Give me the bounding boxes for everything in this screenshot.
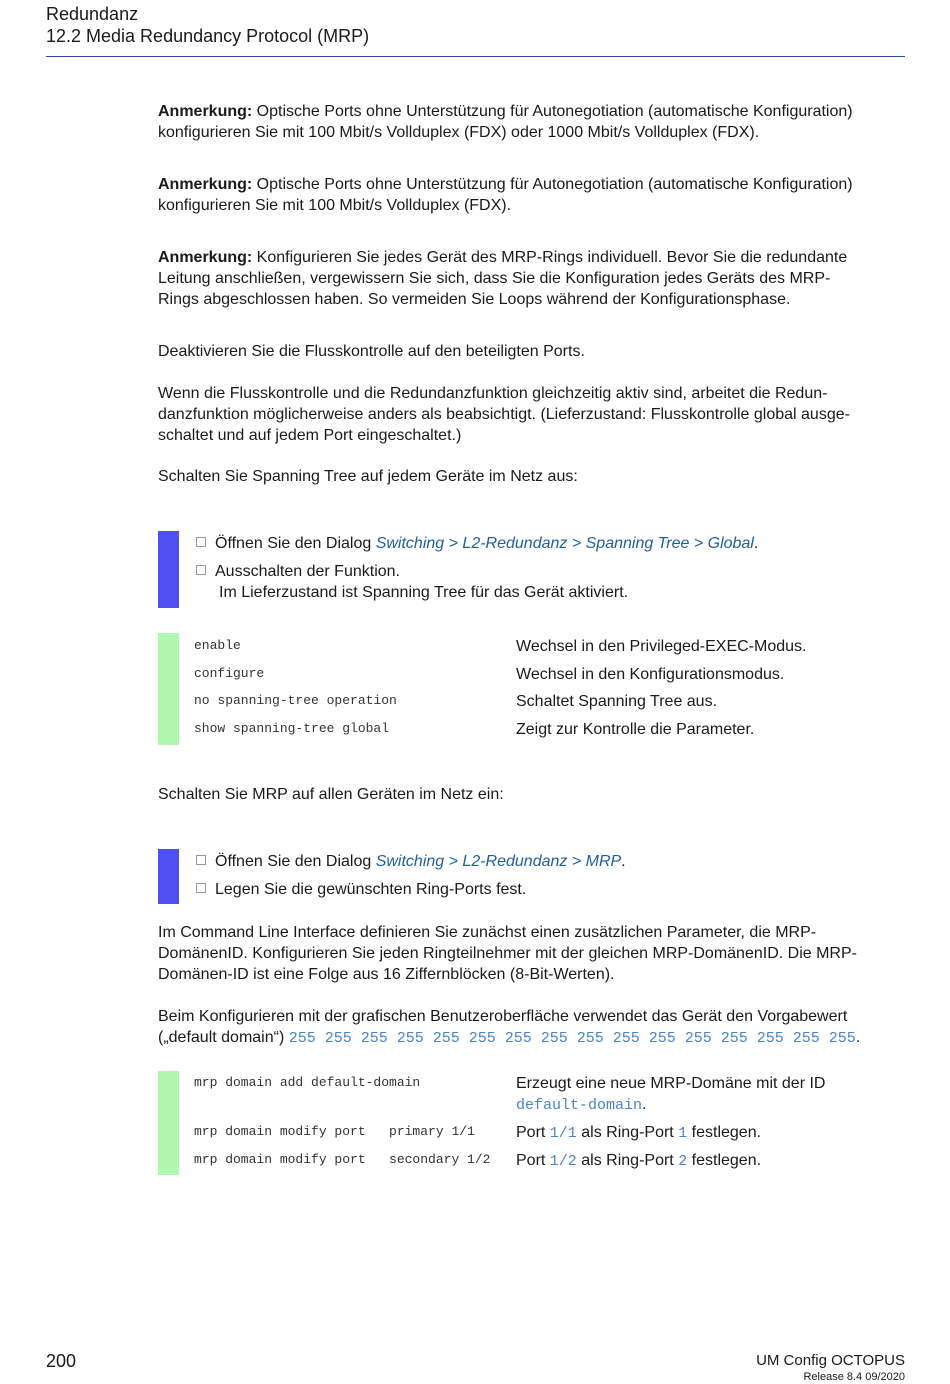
checkbox-icon [196,883,206,893]
gui-step-disable-function: Ausschalten der Funktion. Im Lieferzustand ist Spanning Tree für das Gerät aktiviert. [196,561,628,603]
cli-block-marker [158,1071,179,1175]
ring-port-number: 1 [678,1125,688,1142]
ring-port-number: 2 [678,1153,688,1170]
checkbox-icon [196,537,206,547]
cli-description: Port 1/1 als Ring-Port 1 festlegen. [516,1124,762,1142]
document-title: UM Config OCTOPUS [756,1352,905,1369]
note-autonegotiation-100: Anmerkung: Optische Ports ohne Unterstützung für Autonegotiation (automatische Konfiguration) konfigurieren Sie mit 100 Mbit/s Vollduplex (FDX). [158,176,853,214]
mrp-on-intro: Schalten Sie MRP auf allen Geräten im Netz ein: [158,786,504,803]
gui-default-domain-info: Beim Konfigurieren mit der grafischen Benutzeroberfläche verwendet das Gerät den Vorgabewert („default domain“) 255 255 255 255 255 255 255 255 255 255 255 255 255 255 255 255. [158,1008,861,1047]
cli-description: Schaltet Spanning Tree aus. [516,693,718,710]
cli-command: enable [194,638,241,653]
cli-description: Port 1/2 als Ring-Port 2 festlegen. [516,1152,762,1170]
default-domain-value: 255 255 255 255 255 255 255 255 255 255 255 255 255 255 255 255 [288,1030,856,1047]
gui-steps-marker [158,849,179,904]
gui-step-open-mrp-dialog: Öffnen Sie den Dialog Switching > L2-Redundanz > MRP. [196,851,626,872]
cli-description: Zeigt zur Kontrolle die Parameter. [516,721,755,738]
gui-step-set-ring-ports: Legen Sie die gewünschten Ring-Ports fest. [196,879,526,900]
note-autonegotiation-1000: Anmerkung: Optische Ports ohne Unterstützung für Autonegotiation (automatische Konfiguration) konfigurieren Sie mit 100 Mbit/s Vollduplex (FDX) oder 1000 Mbit/s Vollduplex (FDX). [158,103,853,141]
cli-command: configure [194,666,265,681]
port-value: 1/2 [549,1153,577,1170]
cli-description: Wechsel in den Konfigurationsmodus. [516,666,785,683]
port-value: 1/1 [549,1125,577,1142]
cli-description: Erzeugt eine neue MRP-Domäne mit der ID default-domain. [516,1075,826,1114]
cli-command: mrp domain modify port secondary 1/2 [194,1152,491,1167]
checkbox-icon [196,565,206,575]
note-configure-individually: Anmerkung: Konfigurieren Sie jedes Gerät des MRP-Rings individuell. Bevor Sie die redundante Leitung anschließen, vergewissern Sie sich, dass Sie die Konfiguration jedes Geräts des MRP- Rings abgeschlossen haben. So vermeiden Sie Loops während der Konfigurationsphase. [158,249,848,308]
chapter-title: Redundanz [46,4,139,24]
cli-domain-info: Im Command Line Interface definieren Sie zunächst einen zusätzlichen Parameter, die MRP- DomänenID. Konfigurieren Sie jeden Ringteilnehmer mit der gleichen MRP-DomänenID. Die MRP- Domänen-ID ist eine Folge aus 16 Ziffernblöcken (8-Bit-Werten). [158,924,857,983]
cli-command: mrp domain modify port primary 1/1 [194,1124,475,1139]
menu-path-link[interactable]: Switching > L2-Redundanz > Spanning Tree > Global [375,535,754,552]
section-title: 12.2 Media Redundancy Protocol (MRP) [46,26,370,46]
menu-path-link[interactable]: Switching > L2-Redundanz > MRP [375,853,622,870]
note-label: Anmerkung: [158,103,253,120]
header-divider [46,56,905,57]
checkbox-icon [196,855,206,865]
flow-control-instruction: Deaktivieren Sie die Flusskontrolle auf den beteiligten Ports. [158,343,585,360]
domain-id-value: default-domain [516,1097,643,1114]
cli-command: no spanning-tree operation [194,693,397,708]
note-label: Anmerkung: [158,176,253,193]
page-number: 200 [46,1351,77,1371]
release-info: Release 8.4 09/2020 [803,1371,905,1383]
cli-command: mrp domain add default-domain [194,1075,421,1090]
note-label: Anmerkung: [158,249,253,266]
gui-steps-marker [158,531,179,608]
cli-block-marker [158,633,179,745]
gui-step-open-stp-dialog: Öffnen Sie den Dialog Switching > L2-Redundanz > Spanning Tree > Global. [196,533,758,554]
flow-control-info: Wenn die Flusskontrolle und die Redundanzfunktion gleichzeitig aktiv sind, arbeitet die Redun- danzfunktion möglicherweise anders als beabsichtigt. (Lieferzustand: Flusskontrolle global ausge- schaltet und auf jedem Port eingeschaltet.) [158,385,850,444]
cli-description: Wechsel in den Privileged-EXEC-Modus. [516,638,807,655]
stp-off-intro: Schalten Sie Spanning Tree auf jedem Geräte im Netz aus: [158,468,578,485]
cli-command: show spanning-tree global [194,721,390,736]
